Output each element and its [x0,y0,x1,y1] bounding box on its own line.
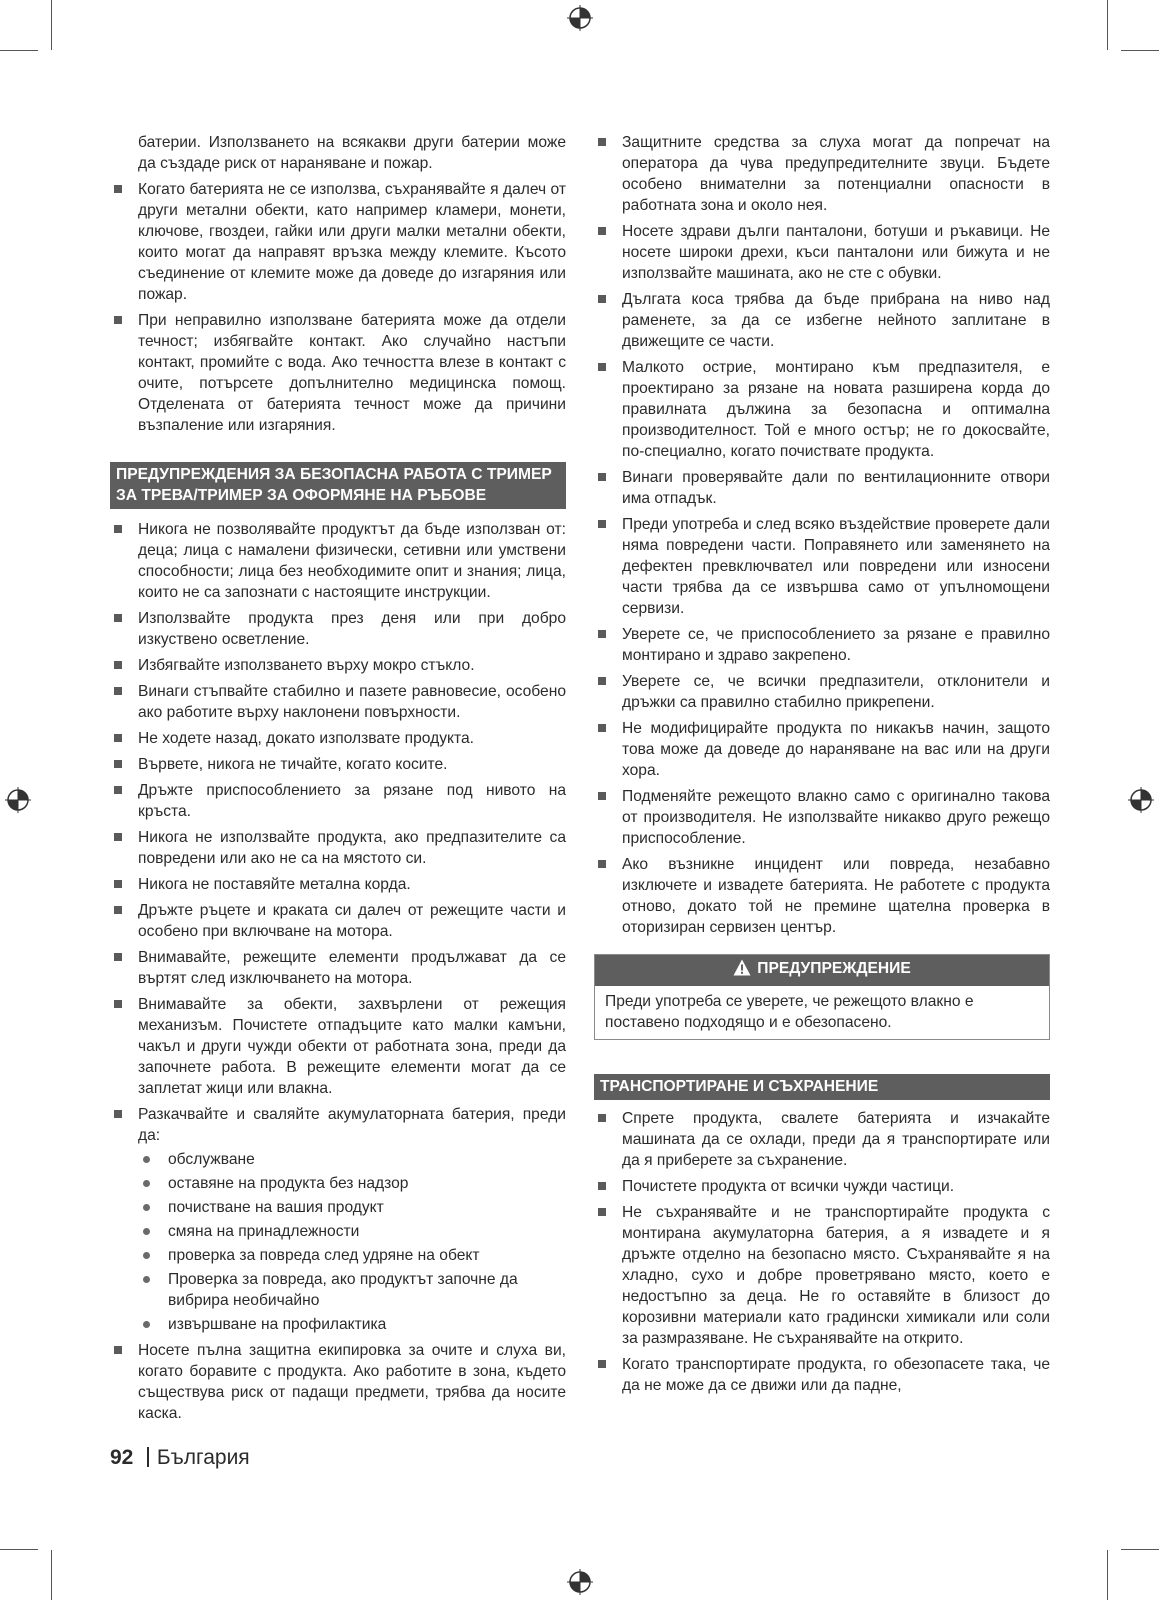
crop-mark [1121,50,1159,51]
sublist-item: почистване на вашия продукт [138,1197,566,1218]
list-item: Винаги стъпвайте стабилно и пазете равновесие, особено ако работите върху наклонени повърхности. [110,681,566,723]
list-item: Уверете се, че всички предпазители, отклонители и дръжки са правилно стабилно прикрепени. [594,671,1050,713]
disconnect-sublist [138,1149,566,1335]
registration-mark-icon [567,5,593,31]
registration-mark-icon [5,787,31,813]
crop-mark [51,1550,52,1600]
list-item: Дългата коса трябва да бъде прибрана на ниво над раменете, за да се избегне нейното заплитане в движещите се части. [594,289,1050,352]
list-item: Никога не използвайте продукта, ако предпазителите са повредени или ако не са на мястото си. [110,827,566,869]
continuation-paragraph: батерии. Използването на всякакви други батерии може да създаде риск от нараняване и пожар. [138,134,566,172]
crop-mark [0,1549,38,1550]
list-item: Не съхранявайте и не транспортирайте продукта с монтирана акумулаторна батерия, а я извадете и я дръжте отделно на безопасно място. Съхранявайте я на хладно, сухо и добре проветрявано място, което е недостъпно за деца. Не го оставяйте в близост до корозивни материали като градински химикали или соли за размразяване. Не съхранявайте на открито. [594,1202,1050,1349]
list-item: Спрете продукта, свалете батерията и изчакайте машината да се охлади, преди да я транспортирате или да я приберете за съхранение. [594,1108,1050,1171]
transport-list [594,1108,1050,1396]
sublist-item: смяна на принадлежности [138,1221,566,1242]
list-item: Защитните средства за слуха могат да попречат на оператора да чува предупредителните звуци. Бъдете особено внимателни за потенциални опасности в работната зона и около нея. [594,132,1050,216]
page-number: 92 [110,1446,134,1469]
list-item: Уверете се, че приспособлението за рязане е правилно монтирано и здраво закрепено. [594,624,1050,666]
list-item: Никога не позволявайте продуктът да бъде използван от: деца; лица с намалени физически, сетивни или умствени способности; лица без необходимите опит и знания; лица, които не са запознати с настоящите инструкции. [110,519,566,603]
list-item: Винаги проверявайте дали по вентилационните отвори има отпадък. [594,467,1050,509]
transport-section-heading: ТРАНСПОРТИРАНЕ И СЪХРАНЕНИЕ [594,1074,1050,1100]
warning-text: Преди употреба се уверете, че режещото влакно е поставено подходящо и е обезопасено. [605,993,974,1031]
list-item: Ако възникне инцидент или повреда, незабавно изключете и извадете батерията. Не работете с продукта отново, докато той не премине щателна проверка в оторизиран сервизен център. [594,854,1050,938]
list-item: Никога не поставяйте метална корда. [110,874,566,895]
list-item: Носете здрави дълги панталони, ботуши и ръкавици. Не носете широки дрехи, къси панталони или бижута и не използвайте машината, ако не сте с обувки. [594,221,1050,284]
crop-mark [1107,0,1108,50]
list-item: Използвайте продукта през деня или при добро изкуствено осветление. [110,608,566,650]
list-item: Когато батерията не се използва, съхранявайте я далеч от други метални обекти, като например кламери, монети, ключове, гвоздеи, гайки или други малки метални обекти, които могат да направят връзка между клемите. Късото съединение от клемите може да доведе до изгаряния или пожар. [110,179,566,305]
list-item: Преди употреба и след всяко въздействие проверете дали няма повредени части. Поправянето или заменянето на дефектен превключвател или повредени или износени части трябва да се извършва само от упълномощени сервизи. [594,514,1050,619]
list-item: Вървете, никога не тичайте, когато косите. [110,754,566,775]
sublist-item: оставяне на продукта без надзор [138,1173,566,1194]
list-item: Не ходете назад, докато използвате продукта. [110,728,566,749]
list-item-disconnect [110,1104,566,1335]
page-footer [110,1446,250,1470]
warning-triangle-icon [733,959,751,982]
registration-mark-icon [1128,787,1154,813]
battery-warnings-list [110,179,566,436]
footer-language: България [156,1446,250,1469]
warning-title: ПРЕДУПРЕЖДЕНИЕ [757,960,911,977]
list-item: Дръжте приспособлението за рязане под нивото на кръста. [110,780,566,822]
safety-warnings-list [110,519,566,1424]
list-item: Когато транспортирате продукта, го обезопасете така, че да не може да се движи или да падне, [594,1354,1050,1396]
sublist-item: обслужване [138,1149,566,1170]
list-item: Малкото острие, монтирано към предпазителя, е проектирано за рязане на новата разширена корда до правилната дължина за безопасна и оптимална производителност. Той е много остър; не го докосвайте, по-специално, когато почиствате продукта. [594,357,1050,462]
safety-section-heading: ПРЕДУПРЕЖДЕНИЯ ЗА БЕЗОПАСНА РАБОТА С ТРИМЕР ЗА ТРЕВА/ТРИМЕР ЗА ОФОРМЯНЕ НА РЪБОВЕ [110,462,566,509]
crop-mark [51,0,52,50]
list-item: Почистете продукта от всички чужди частици. [594,1176,1050,1197]
list-item: Не модифицирайте продукта по никакъв начин, защото това може да доведе до нараняване на вас или на други хора. [594,718,1050,781]
crop-mark [1107,1550,1108,1600]
footer-divider [147,1447,149,1467]
list-item: Носете пълна защитна екипировка за очите и слуха ви, когато боравите с продукта. Ако работите в зона, където съществува риск от падащи предмети, трябва да носите каска. [110,1340,566,1424]
crop-mark [0,50,38,51]
registration-mark-icon [567,1569,593,1595]
warning-box [594,954,1050,1040]
safety-warnings-list-continued [594,132,1050,938]
crop-mark [1121,1549,1159,1550]
list-item: Подменяйте режещото влакно само с оригинално такова от производителя. Не използвайте никакво друго режещо приспособление. [594,786,1050,849]
right-column [594,132,1050,1401]
list-item-text: Разкачвайте и сваляйте акумулаторната батерия, преди да: [138,1106,566,1144]
warning-header [595,955,1049,986]
list-item: Избягвайте използването върху мокро стъкло. [110,655,566,676]
sublist-item: Проверка за повреда, ако продуктът започне да вибрира необичайно [138,1269,566,1311]
list-item: При неправилно използване батерията може да отдели течност; избягвайте контакт. Ако случайно настъпи контакт, промийте с вода. Ако течността влезе в контакт с очите, потърсете допълнително медицинска помощ. Отделената от батерията течност може да причини възпаление или изгаряния. [110,310,566,436]
sublist-item: извършване на профилактика [138,1314,566,1335]
list-item: Внимавайте за обекти, захвърлени от режещия механизъм. Почистете отпадъците като малки камъни, чакъл и други чужди обекти от работната зона, преди да започнете работа. В режещите елементи могат да се заплетат жици или влакна. [110,994,566,1099]
sublist-item: проверка за повреда след удряне на обект [138,1245,566,1266]
list-item: Дръжте ръцете и краката си далеч от режещите части и особено при включване на мотора. [110,900,566,942]
list-item: Внимавайте, режещите елементи продължават да се въртят след изключването на мотора. [110,947,566,989]
left-column [110,132,566,1429]
